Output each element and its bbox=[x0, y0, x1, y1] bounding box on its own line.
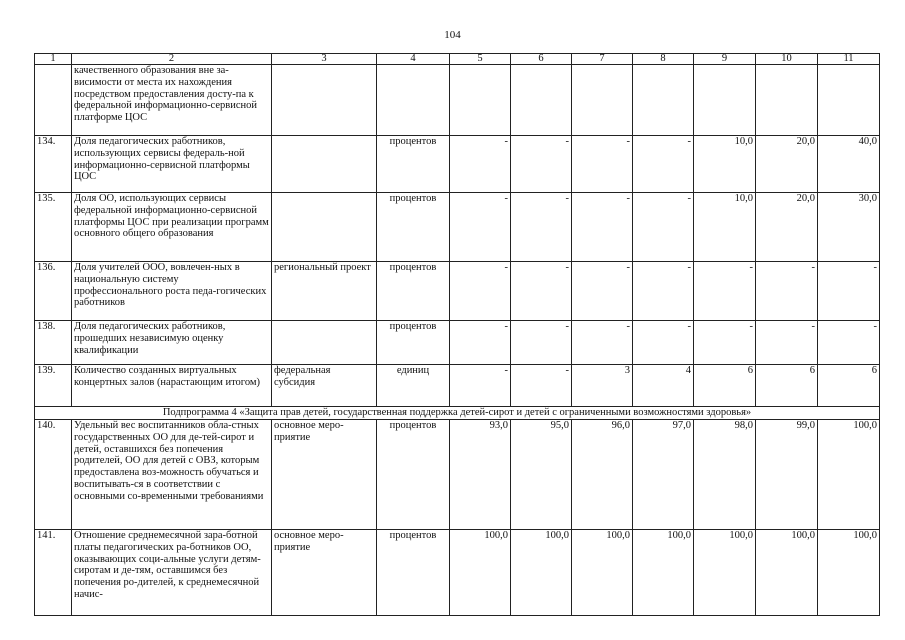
value-cell: - bbox=[511, 136, 572, 193]
indicator-name: Доля педагогических работников, использующих сервисы федераль-ной информационно-сервисной платформы ЦОС bbox=[72, 136, 272, 193]
row-number bbox=[35, 65, 72, 136]
value-cell: 100,0 bbox=[572, 530, 633, 616]
indicator-name: Доля педагогических работников, прошедших независимую оценку квалификации bbox=[72, 321, 272, 365]
indicator-name: Удельный вес воспитанников обла-стных государственных ОО для де-тей-сирот и детей, оставшихся без попечения родителей, ОО для детей с ОВЗ, которым предоставлена воз-можность обучаться и воспитывать-ся в соответствии с основными со-временными требованиями bbox=[72, 420, 272, 530]
indicator-name: Доля ОО, использующих сервисы федеральной информационно-сервисной платформы ЦОС при реализации программ основного общего образования bbox=[72, 193, 272, 262]
indicator-name: Отношение среднемесячной зара-ботной платы педагогических ра-ботников ОО, оказывающих соци-альные услуги детям-сиротам и де-тям, оставшимся без попечения ро-дителей, к среднемесячной начис- bbox=[72, 530, 272, 616]
value-cell: - bbox=[633, 193, 694, 262]
value-cell: - bbox=[818, 262, 880, 321]
value-cell: - bbox=[511, 193, 572, 262]
value-cell bbox=[694, 65, 756, 136]
unit-cell: процентов bbox=[377, 321, 450, 365]
subprogram-row bbox=[35, 407, 880, 420]
value-cell: - bbox=[450, 262, 511, 321]
value-cell: - bbox=[511, 262, 572, 321]
header-cell: 9 bbox=[694, 54, 756, 65]
header-cell: 6 bbox=[511, 54, 572, 65]
row-number: 135. bbox=[35, 193, 72, 262]
value-cell: 10,0 bbox=[694, 136, 756, 193]
unit-cell: процентов bbox=[377, 193, 450, 262]
value-cell: 40,0 bbox=[818, 136, 880, 193]
indicator-name: Количество созданных виртуальных концертных залов (нарастающим итогом) bbox=[72, 365, 272, 407]
value-cell: 10,0 bbox=[694, 193, 756, 262]
value-cell bbox=[756, 65, 818, 136]
basis-cell bbox=[272, 321, 377, 365]
value-cell: 6 bbox=[694, 365, 756, 407]
value-cell: 100,0 bbox=[633, 530, 694, 616]
value-cell: 100,0 bbox=[511, 530, 572, 616]
value-cell: - bbox=[511, 365, 572, 407]
value-cell bbox=[572, 65, 633, 136]
value-cell: 100,0 bbox=[756, 530, 818, 616]
row-number: 139. bbox=[35, 365, 72, 407]
value-cell: 99,0 bbox=[756, 420, 818, 530]
header-cell: 11 bbox=[818, 54, 880, 65]
table-row bbox=[35, 321, 880, 365]
header-cell: 8 bbox=[633, 54, 694, 65]
unit-cell: единиц bbox=[377, 365, 450, 407]
value-cell: 20,0 bbox=[756, 193, 818, 262]
unit-cell: процентов bbox=[377, 262, 450, 321]
value-cell: - bbox=[572, 321, 633, 365]
header-cell: 3 bbox=[272, 54, 377, 65]
value-cell bbox=[450, 65, 511, 136]
value-cell: - bbox=[633, 262, 694, 321]
value-cell: - bbox=[756, 262, 818, 321]
value-cell: 100,0 bbox=[818, 420, 880, 530]
value-cell: 6 bbox=[818, 365, 880, 407]
header-cell: 4 bbox=[377, 54, 450, 65]
value-cell: 30,0 bbox=[818, 193, 880, 262]
indicators-table bbox=[34, 53, 880, 616]
value-cell: - bbox=[450, 321, 511, 365]
value-cell bbox=[511, 65, 572, 136]
basis-cell: региональный проект bbox=[272, 262, 377, 321]
value-cell: - bbox=[450, 193, 511, 262]
value-cell: 100,0 bbox=[694, 530, 756, 616]
page-number: 104 bbox=[444, 29, 461, 41]
value-cell: 20,0 bbox=[756, 136, 818, 193]
value-cell: - bbox=[450, 365, 511, 407]
value-cell: 100,0 bbox=[818, 530, 880, 616]
basis-cell: основное меро-приятие bbox=[272, 420, 377, 530]
header-cell: 5 bbox=[450, 54, 511, 65]
unit-cell: процентов bbox=[377, 530, 450, 616]
value-cell: 96,0 bbox=[572, 420, 633, 530]
value-cell: 6 bbox=[756, 365, 818, 407]
basis-cell bbox=[272, 193, 377, 262]
header-cell: 1 bbox=[35, 54, 72, 65]
value-cell: 100,0 bbox=[450, 530, 511, 616]
subprogram-title: Подпрограмма 4 «Защита прав детей, государственная поддержка детей-сирот и детей с ограниченными возможностями здоровья» bbox=[35, 407, 880, 420]
row-number: 134. bbox=[35, 136, 72, 193]
basis-cell: федеральная субсидия bbox=[272, 365, 377, 407]
value-cell: - bbox=[633, 321, 694, 365]
table-row bbox=[35, 420, 880, 530]
table-row bbox=[35, 262, 880, 321]
value-cell: - bbox=[694, 321, 756, 365]
header-cell: 2 bbox=[72, 54, 272, 65]
row-number: 140. bbox=[35, 420, 72, 530]
header-cell: 10 bbox=[756, 54, 818, 65]
value-cell: - bbox=[450, 136, 511, 193]
value-cell: - bbox=[511, 321, 572, 365]
value-cell: - bbox=[694, 262, 756, 321]
table-row bbox=[35, 530, 880, 616]
value-cell: 95,0 bbox=[511, 420, 572, 530]
value-cell: 97,0 bbox=[633, 420, 694, 530]
value-cell: - bbox=[572, 262, 633, 321]
basis-cell: основное меро-приятие bbox=[272, 530, 377, 616]
value-cell: 98,0 bbox=[694, 420, 756, 530]
value-cell: - bbox=[818, 321, 880, 365]
value-cell: - bbox=[756, 321, 818, 365]
value-cell: - bbox=[633, 136, 694, 193]
unit-cell bbox=[377, 65, 450, 136]
header-cell: 7 bbox=[572, 54, 633, 65]
table-row bbox=[35, 193, 880, 262]
unit-cell: процентов bbox=[377, 420, 450, 530]
indicator-name: Доля учителей ООО, вовлечен-ных в национальную систему профессионального роста педа-гогических работников bbox=[72, 262, 272, 321]
value-cell: 93,0 bbox=[450, 420, 511, 530]
value-cell: - bbox=[572, 193, 633, 262]
value-cell bbox=[818, 65, 880, 136]
value-cell: 3 bbox=[572, 365, 633, 407]
value-cell: - bbox=[572, 136, 633, 193]
row-number: 138. bbox=[35, 321, 72, 365]
header-row bbox=[35, 54, 880, 65]
basis-cell bbox=[272, 65, 377, 136]
unit-cell: процентов bbox=[377, 136, 450, 193]
value-cell: 4 bbox=[633, 365, 694, 407]
table-row bbox=[35, 365, 880, 407]
value-cell bbox=[633, 65, 694, 136]
indicator-name: качественного образования вне за-висимости от места их нахождения посредством предоставления досту-па к федеральной информационно-сервисной платформе ЦОС bbox=[72, 65, 272, 136]
table-row bbox=[35, 65, 880, 136]
row-number: 141. bbox=[35, 530, 72, 616]
table-row bbox=[35, 136, 880, 193]
row-number: 136. bbox=[35, 262, 72, 321]
basis-cell bbox=[272, 136, 377, 193]
